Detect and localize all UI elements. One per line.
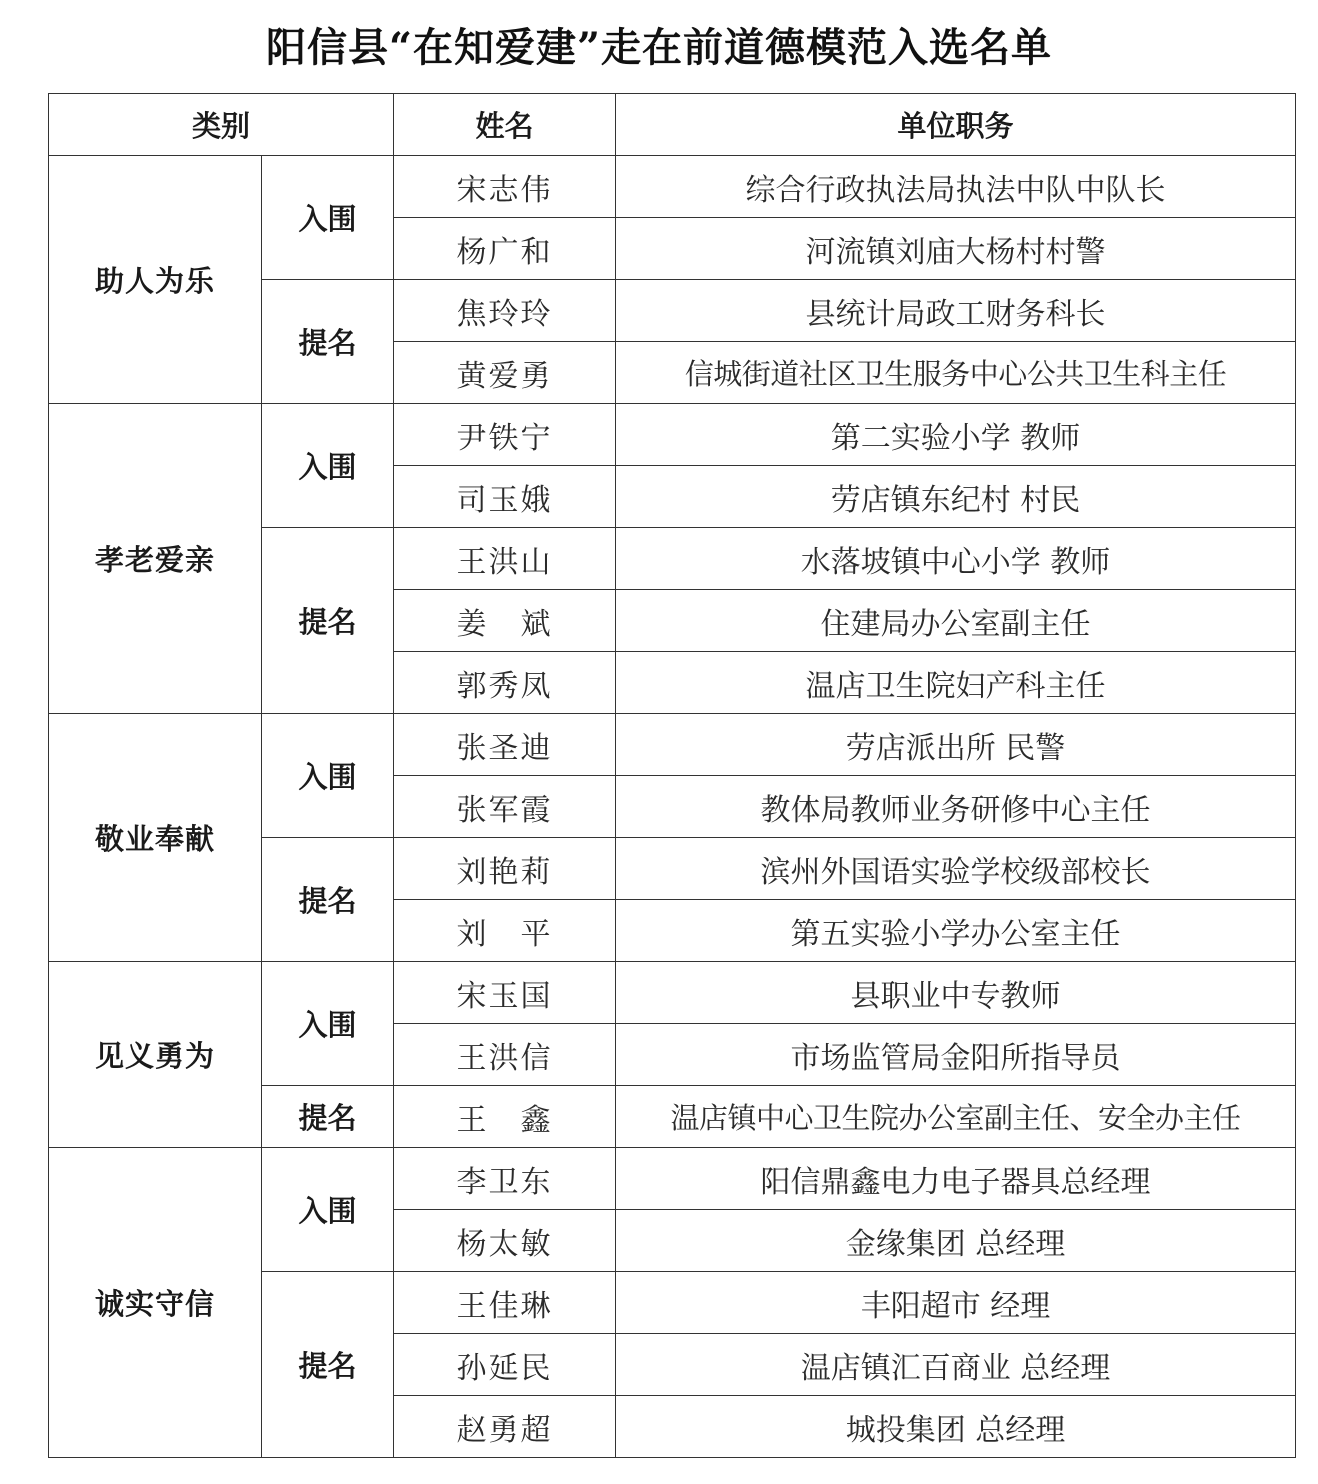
name-cell: 刘艳莉 [394, 838, 616, 900]
name-cell: 宋志伟 [394, 156, 616, 218]
position-cell: 县职业中专教师 [616, 962, 1296, 1024]
subgroup-cell: 提名 [262, 1272, 394, 1458]
subgroup-cell: 提名 [262, 1086, 394, 1148]
category-cell: 孝老爱亲 [49, 404, 262, 714]
category-cell: 助人为乐 [49, 156, 262, 404]
name-cell: 李卫东 [394, 1148, 616, 1210]
name-cell: 王洪山 [394, 528, 616, 590]
subgroup-cell: 入围 [262, 962, 394, 1086]
name-cell: 孙延民 [394, 1334, 616, 1396]
page-title: 阳信县“在知爱建”走在前道德模范入选名单 [265, 24, 1052, 71]
position-cell: 城投集团 总经理 [616, 1396, 1296, 1458]
name-cell: 司玉娥 [394, 466, 616, 528]
position-cell: 第二实验小学 教师 [616, 404, 1296, 466]
header-position: 单位职务 [616, 94, 1296, 156]
header-name: 姓名 [394, 94, 616, 156]
name-cell: 杨太敏 [394, 1210, 616, 1272]
position-cell: 温店镇汇百商业 总经理 [616, 1334, 1296, 1396]
subgroup-cell: 入围 [262, 714, 394, 838]
name-cell: 姜 斌 [394, 590, 616, 652]
position-cell: 第五实验小学办公室主任 [616, 900, 1296, 962]
position-cell: 教体局教师业务研修中心主任 [616, 776, 1296, 838]
position-cell: 劳店派出所 民警 [616, 714, 1296, 776]
subgroup-cell: 提名 [262, 838, 394, 962]
name-cell: 尹铁宁 [394, 404, 616, 466]
header-category: 类别 [49, 94, 394, 156]
subgroup-cell: 入围 [262, 1148, 394, 1272]
subgroup-cell: 提名 [262, 528, 394, 714]
subgroup-cell: 提名 [262, 280, 394, 404]
name-cell: 黄爱勇 [394, 342, 616, 404]
category-cell: 诚实守信 [49, 1148, 262, 1458]
subgroup-cell: 入围 [262, 156, 394, 280]
position-cell: 劳店镇东纪村 村民 [616, 466, 1296, 528]
position-cell: 滨州外国语实验学校级部校长 [616, 838, 1296, 900]
position-cell: 市场监管局金阳所指导员 [616, 1024, 1296, 1086]
name-cell: 宋玉国 [394, 962, 616, 1024]
position-cell: 信城街道社区卫生服务中心公共卫生科主任 [616, 342, 1296, 404]
table-row [49, 714, 1296, 776]
roster-table [48, 93, 1296, 1458]
position-cell: 住建局办公室副主任 [616, 590, 1296, 652]
name-cell: 焦玲玲 [394, 280, 616, 342]
table-row [49, 962, 1296, 1024]
name-cell: 杨广和 [394, 218, 616, 280]
subgroup-cell: 入围 [262, 404, 394, 528]
category-cell: 敬业奉献 [49, 714, 262, 962]
category-cell: 见义勇为 [49, 962, 262, 1148]
position-cell: 阳信鼎鑫电力电子器具总经理 [616, 1148, 1296, 1210]
name-cell: 刘 平 [394, 900, 616, 962]
position-cell: 温店卫生院妇产科主任 [616, 652, 1296, 714]
table-row [49, 156, 1296, 218]
table-row [49, 404, 1296, 466]
position-cell: 水落坡镇中心小学 教师 [616, 528, 1296, 590]
name-cell: 赵勇超 [394, 1396, 616, 1458]
name-cell: 王佳琳 [394, 1272, 616, 1334]
position-cell: 丰阳超市 经理 [616, 1272, 1296, 1334]
position-cell: 综合行政执法局执法中队中队长 [616, 156, 1296, 218]
name-cell: 张军霞 [394, 776, 616, 838]
name-cell: 王洪信 [394, 1024, 616, 1086]
position-cell: 河流镇刘庙大杨村村警 [616, 218, 1296, 280]
position-cell: 温店镇中心卫生院办公室副主任、安全办主任 [616, 1086, 1296, 1148]
header-row [49, 94, 1296, 156]
position-cell: 金缘集团 总经理 [616, 1210, 1296, 1272]
name-cell: 张圣迪 [394, 714, 616, 776]
name-cell: 郭秀凤 [394, 652, 616, 714]
name-cell: 王 鑫 [394, 1086, 616, 1148]
position-cell: 县统计局政工财务科长 [616, 280, 1296, 342]
table-row [49, 1148, 1296, 1210]
